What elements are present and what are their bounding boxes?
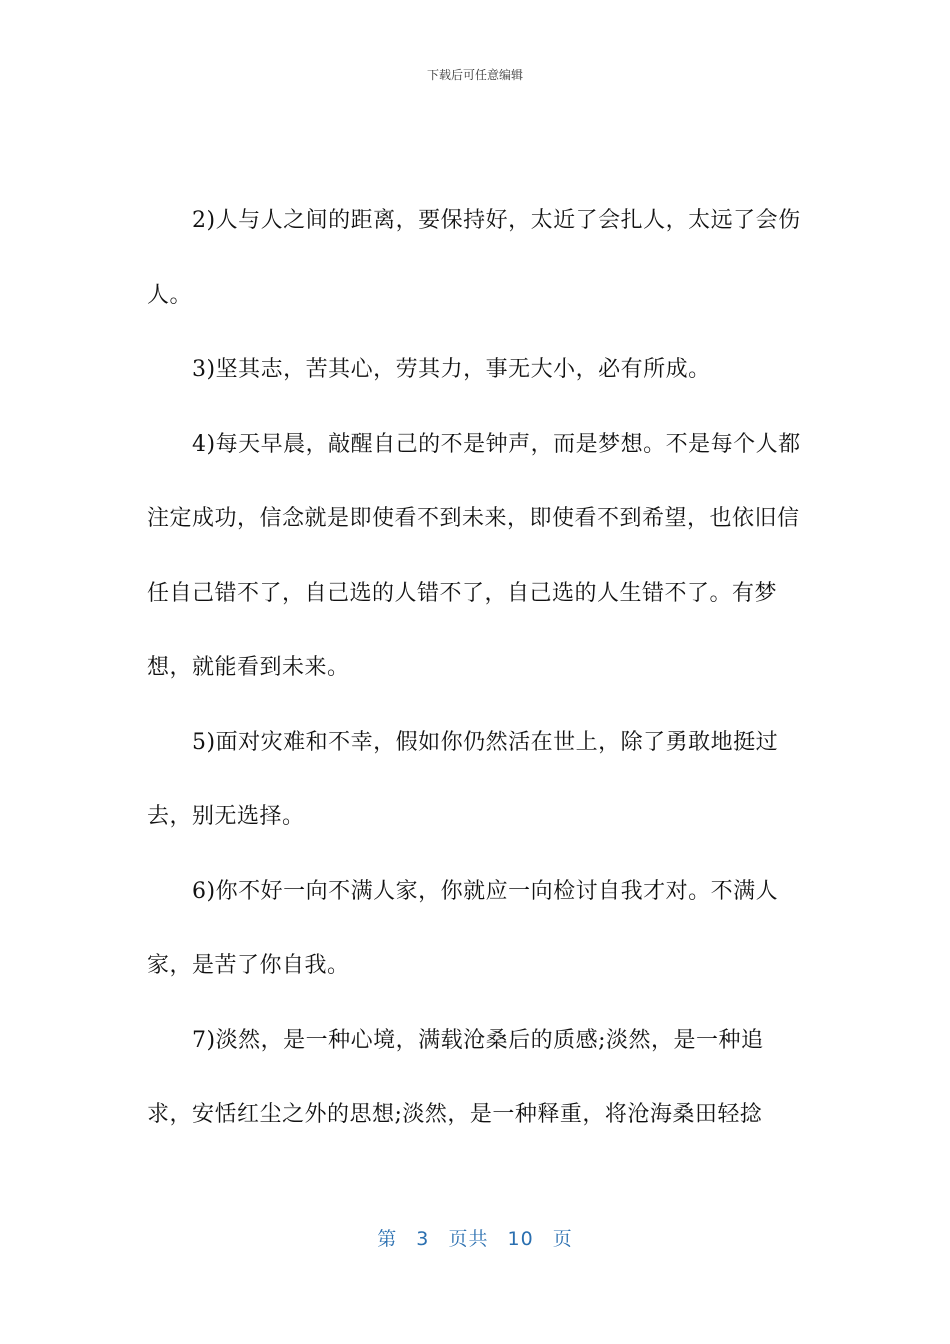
paragraph-7: 7)淡然，是一种心境，满载沧桑后的质感;淡然，是一种追求，安恬红尘之外的思想;淡然，是一种释重，将沧海桑田轻捻 xyxy=(147,1027,764,1127)
footer-label-ye: 页 xyxy=(552,1228,573,1250)
paragraph-4: 4)每天早晨，敲醒自己的不是钟声，而是梦想。不是每个人都注定成功，信念就是即使看不到未来，即使看不到希望，也依旧信任自己错不了，自己选的人错不了，自己选的人生错不了。有梦想，就能看到未来。 xyxy=(147,431,801,680)
paragraph-6: 6)你不好一向不满人家，你就应一向检讨自我才对。不满人家，是苦了你自我。 xyxy=(147,878,779,978)
footer-label-ye-gong: 页共 xyxy=(448,1228,489,1250)
paragraph-5: 5)面对灾难和不幸，假如你仍然活在世上，除了勇敢地挺过去，别无选择。 xyxy=(147,729,779,829)
page-footer xyxy=(0,1224,950,1251)
paragraph-3: 3)坚其志，苦其心，劳其力，事无大小，必有所成。 xyxy=(192,357,711,382)
document-body xyxy=(147,184,807,1153)
paragraph-2: 2)人与人之间的距离，要保持好，太近了会扎人，太远了会伤人。 xyxy=(147,208,801,308)
page-header: 下载后可任意编辑 xyxy=(426,68,523,82)
footer-current-page: 3 xyxy=(416,1228,430,1250)
footer-total-pages: 10 xyxy=(507,1228,534,1250)
footer-label-di: 第 xyxy=(377,1228,398,1250)
